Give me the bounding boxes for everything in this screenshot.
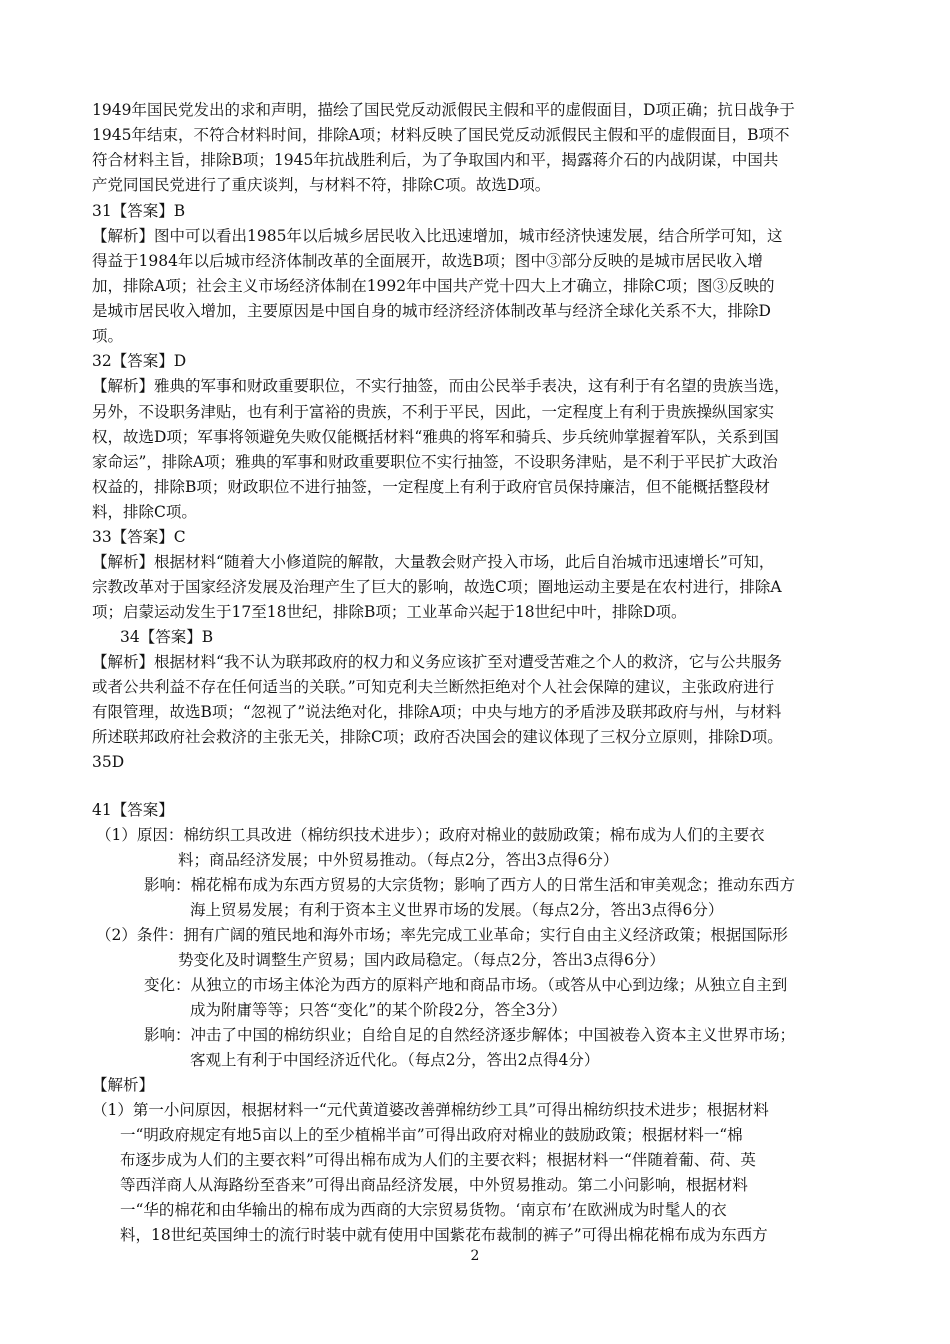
text-line: 布逐步成为人们的主要衣料”可得出棉布成为人们的主要衣料；根据材料一“伴随着葡、荷、英 bbox=[120, 1151, 756, 1169]
text-line: 一“明政府规定有地5亩以上的至少植棉半亩”可得出政府对棉业的鼓励政策；根据材料一“棉 bbox=[120, 1126, 743, 1144]
text-line: 【解析】雅典的军事和财政重要职位，不实行抽签，而由公民举手表决，这有利于有名望的贵族当选， bbox=[92, 377, 790, 395]
text-line: （1）第一小问原因，根据材料一“元代黄道婆改善弹棉纺纱工具”可得出棉纺织技术进步；根据材料 bbox=[92, 1101, 769, 1119]
text-line: 项。 bbox=[92, 327, 124, 345]
text-line: 【解析】根据材料“随着大小修道院的解散，大量教会财产投入市场，此后自治城市迅速增长”可知， bbox=[92, 553, 775, 571]
text-line: 【解析】图中可以看出1985年以后城乡居民收入比迅速增加，城市经济快速发展，结合所学可知，这 bbox=[92, 227, 783, 245]
text-line: 是城市居民收入增加，主要原因是中国自身的城市经济经济体制改革与经济全球化关系不大，排除D bbox=[92, 302, 771, 320]
text-line: 权益的，排除B项；财政职位不进行抽签，一定程度上有利于政府官员保持廉洁，但不能概括整段材 bbox=[92, 478, 770, 496]
text-line: 符合材料主旨，排除B项；1945年抗战胜利后，为了争取国内和平，揭露蒋介石的内战阴谋，中国共 bbox=[92, 151, 779, 169]
text-line: 影响：冲击了中国的棉纺织业；自给自足的自然经济逐步解体；中国被卷入资本主义世界市场； bbox=[144, 1026, 796, 1044]
answer-heading: 31【答案】B bbox=[92, 202, 186, 220]
text-line: 另外，不设职务津贴，也有利于富裕的贵族，不利于平民，因此，一定程度上有利于贵族操纵国家实 bbox=[92, 403, 775, 421]
text-line: 料；商品经济发展；中外贸易推动。（每点2分，答出3点得6分） bbox=[178, 851, 619, 869]
text-line: （2）条件：拥有广阔的殖民地和海外市场；率先完成工业革命；实行自由主义经济政策；根据国际形 bbox=[96, 926, 788, 944]
text-line: 宗教改革对于国家经济发展及治理产生了巨大的影响，故选C项；圈地运动主要是在农村进行，排除A bbox=[92, 578, 782, 596]
text-line: 35D bbox=[92, 753, 125, 771]
analysis-heading: 【解析】 bbox=[92, 1076, 155, 1094]
text-line: 有限管理，故选B项；“忽视了”说法绝对化，排除A项；中央与地方的矛盾涉及联邦政府与州，与材料 bbox=[92, 703, 782, 721]
answer-heading: 32【答案】D bbox=[92, 352, 187, 370]
text-line: 或者公共利益不存在任何适当的关联。”可知克利夫兰断然拒绝对个人社会保障的建议，主张政府进行 bbox=[92, 678, 775, 696]
text-line: 权，故选D项；军事将领避免失败仅能概括材料“雅典的将军和骑兵、步兵统帅掌握着军队，关系到国 bbox=[92, 428, 779, 446]
text-line: （1）原因：棉纺织工具改进（棉纺织技术进步）；政府对棉业的鼓励政策；棉布成为人们的主要衣 bbox=[96, 826, 765, 844]
text-line: 成为附庸等等；只答“变化”的某个阶段2分，答全3分） bbox=[190, 1001, 567, 1019]
page-number: 2 bbox=[470, 1248, 480, 1264]
answer-heading: 41【答案】 bbox=[92, 801, 174, 819]
text-line: 影响：棉花棉布成为东西方贸易的大宗货物；影响了西方人的日常生活和审美观念；推动东西方 bbox=[144, 876, 796, 894]
text-line: 势变化及时调整生产贸易；国内政局稳定。（每点2分，答出3点得6分） bbox=[178, 951, 665, 969]
text-line: 海上贸易发展；有利于资本主义世界市场的发展。（每点2分，答出3点得6分） bbox=[190, 901, 724, 919]
text-line: 所述联邦政府社会救济的主张无关，排除C项；政府否决国会的建议体现了三权分立原则，排除D项。 bbox=[92, 728, 783, 746]
text-line: 变化：从独立的市场主体沦为西方的原料产地和商品市场。（或答从中心到边缘；从独立自主到 bbox=[144, 976, 788, 994]
text-line: 得益于1984年以后城市经济体制改革的全面展开，故选B项；图中③部分反映的是城市居民收入增 bbox=[92, 252, 763, 270]
text-line: 1945年结束，不符合材料时间，排除A项；材料反映了国民党反动派假民主假和平的虚假面目，B项不 bbox=[92, 126, 790, 144]
answer-heading: 34【答案】B bbox=[120, 628, 214, 646]
text-line: 料，18世纪英国绅士的流行时装中就有使用中国紫花布裁制的裤子”可得出棉花棉布成为东西方 bbox=[120, 1226, 768, 1244]
text-line: 加，排除A项；社会主义市场经济体制在1992年中国共产党十四大上才确立，排除C项；图③反映的 bbox=[92, 277, 775, 295]
text-line: 料，排除C项。 bbox=[92, 503, 197, 521]
text-line: 【解析】根据材料“我不认为联邦政府的权力和义务应该扩至对遭受苦难之个人的救济，它与公共服务 bbox=[92, 653, 782, 671]
text-line: 家命运”，排除A项；雅典的军事和财政重要职位不实行抽签，不设职务津贴，是不利于平民扩大政治 bbox=[92, 453, 778, 471]
text-line: 1949年国民党发出的求和声明，描绘了国民党反动派假民主假和平的虚假面目，D项正确；抗日战争于 bbox=[92, 101, 795, 119]
answer-heading: 33【答案】C bbox=[92, 528, 186, 546]
text-line: 客观上有利于中国经济近代化。（每点2分，答出2点得4分） bbox=[190, 1051, 600, 1069]
text-line: 项；启蒙运动发生于17至18世纪，排除B项；工业革命兴起于18世纪中叶，排除D项。 bbox=[92, 603, 687, 621]
text-line: 一“华的棉花和由华输出的棉布成为西商的大宗贸易货物。‘南京布’在欧洲成为时髦人的衣 bbox=[120, 1201, 727, 1219]
text-line: 等西洋商人从海路纷至沓来”可得出商品经济发展，中外贸易推动。第二小问影响，根据材料 bbox=[120, 1176, 748, 1194]
text-line: 产党同国民党进行了重庆谈判，与材料不符，排除C项。故选D项。 bbox=[92, 176, 551, 194]
